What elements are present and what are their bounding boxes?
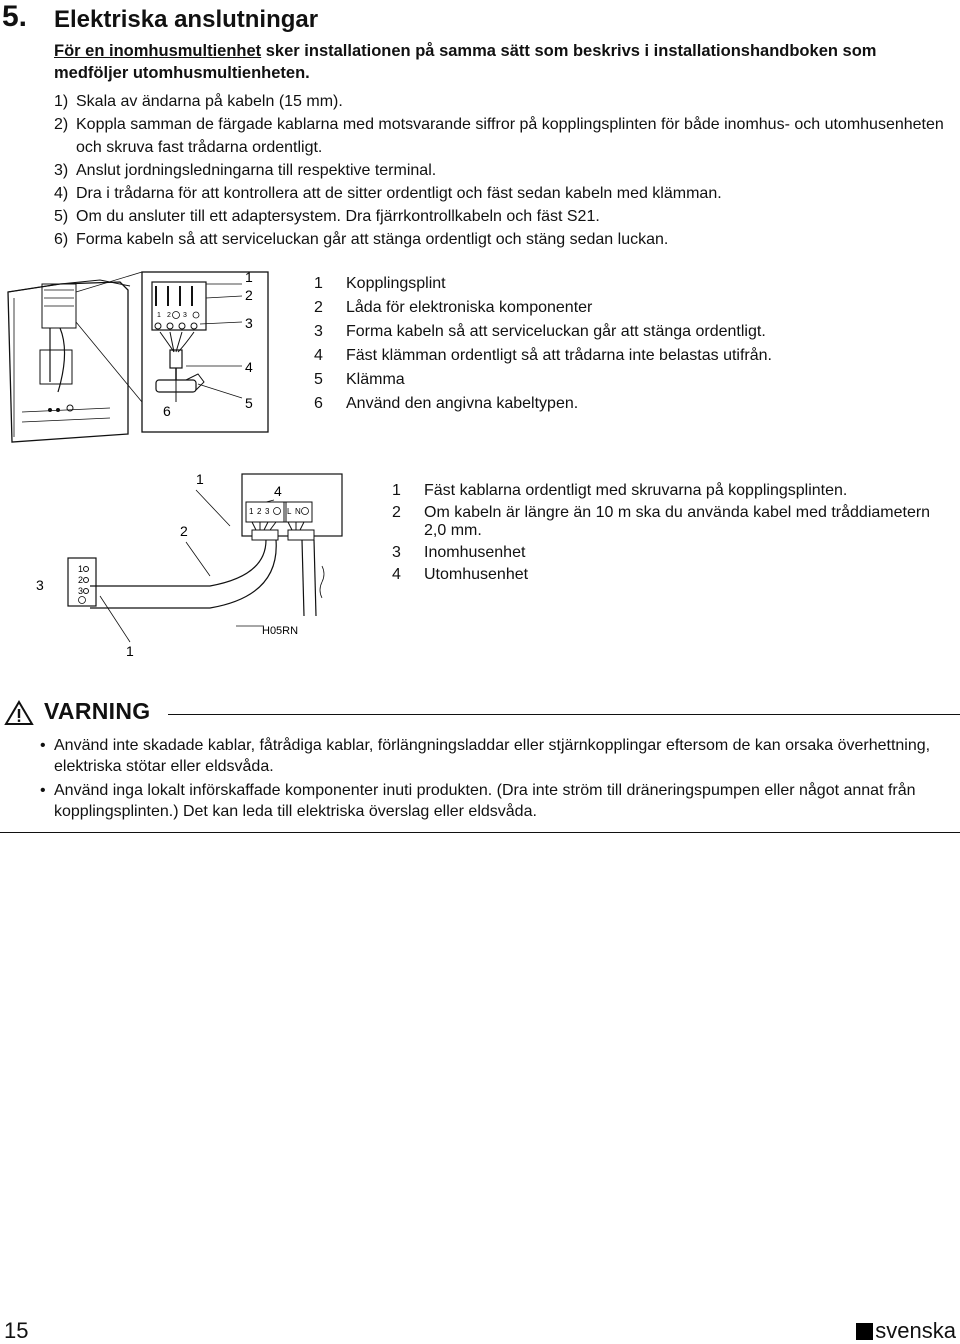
step-text: Skala av ändarna på kabeln (15 mm). xyxy=(76,93,343,110)
legend-item xyxy=(392,566,952,584)
legend-text: Fäst klämman ordentligt så att trådarna inte belastas utifrån. xyxy=(346,347,772,364)
cable-label: H05RN xyxy=(262,625,299,637)
warning-bullet xyxy=(40,780,955,822)
figure1-legend xyxy=(314,275,954,413)
figure1-callout-6: 6 xyxy=(163,403,171,419)
outer-terminal: L xyxy=(287,507,292,516)
figure1-callout-2: 2 xyxy=(245,287,253,303)
figure2-callout-1b: 1 xyxy=(126,643,134,659)
warning-bullet xyxy=(40,735,955,777)
legend-item xyxy=(314,275,954,293)
legend-text: Forma kabeln så att serviceluckan går att stänga ordentligt. xyxy=(346,323,766,340)
legend-text: Om kabeln är längre än 10 m ska du använda kabel med tråddiametern 2,0 mm. xyxy=(424,504,931,539)
figure1-diagram xyxy=(0,262,290,452)
intro-underlined: För en inomhusmultienhet xyxy=(54,42,262,60)
legend-text: Klämma xyxy=(346,371,405,388)
warning-divider xyxy=(168,714,960,715)
figure2-callout-4: 4 xyxy=(274,483,282,499)
warning-title: VARNING xyxy=(44,698,151,724)
step-number: 6) xyxy=(54,231,69,248)
inner-terminal: 1 xyxy=(78,564,84,574)
figure1-callout-5: 5 xyxy=(245,395,253,411)
figure1-callout-1: 1 xyxy=(245,269,253,285)
step-text: Dra i trådarna för att kontrollera att de sitter ordentligt och fäst sedan kabeln med klämman. xyxy=(76,185,722,202)
bullet-dot-icon: • xyxy=(40,782,46,799)
legend-number: 6 xyxy=(314,395,323,412)
warning-bottom-rule xyxy=(0,832,960,833)
figure2-callout-3: 3 xyxy=(36,577,44,593)
figure2-callout-2: 2 xyxy=(180,523,188,539)
legend-number: 3 xyxy=(392,544,401,561)
legend-item xyxy=(314,347,954,365)
figure1-callout-4: 4 xyxy=(245,359,253,375)
step-item xyxy=(54,228,944,251)
legend-text: Fäst kablarna ordentligt med skruvarna på kopplingsplinten. xyxy=(424,482,848,499)
inner-terminal: 3 xyxy=(78,586,84,596)
language-text: svenska xyxy=(875,1318,956,1343)
legend-text: Låda för elektroniska komponenter xyxy=(346,299,593,316)
black-square-icon xyxy=(856,1323,873,1340)
step-item xyxy=(54,182,944,205)
step-text: Koppla samman de färgade kablarna med motsvarande siffror på kopplingsplinten för både inomhus- och utomhusenheten och skruva fast trådarna ordentligt. xyxy=(76,116,944,156)
legend-number: 1 xyxy=(314,275,323,292)
outer-terminal: 2 xyxy=(257,507,262,516)
step-item xyxy=(54,159,944,182)
step-text: Om du ansluter till ett adaptersystem. Dra fjärrkontrollkabeln och fäst S21. xyxy=(76,208,600,225)
step-text: Anslut jordningsledningarna till respektive terminal. xyxy=(76,162,437,179)
language-label xyxy=(856,1318,956,1344)
legend-number: 5 xyxy=(314,371,323,388)
warning-text: Använd inga lokalt införskaffade komponenter inuti produkten. (Dra inte ström till dräneringspumpen eller något annat från kopplingsplinten.) Det kan leda till elektriska överslag eller eldsvåda. xyxy=(54,782,916,820)
steps-list xyxy=(54,90,944,251)
figure2-legend xyxy=(392,482,952,584)
legend-item xyxy=(314,395,954,413)
legend-item xyxy=(314,323,954,341)
legend-item xyxy=(392,482,952,500)
step-number: 3) xyxy=(54,162,69,179)
legend-item xyxy=(314,371,954,389)
legend-text: Inomhusenhet xyxy=(424,544,526,561)
legend-number: 4 xyxy=(392,566,401,583)
legend-text: Kopplingsplint xyxy=(346,275,446,292)
step-item xyxy=(54,113,944,159)
legend-number: 2 xyxy=(314,299,323,316)
terminal-label: 3 xyxy=(183,312,187,319)
warning-text: Använd inte skadade kablar, fåtrådiga kablar, förlängningsladdar eller stjärnkopplingar eftersom de kan orsaka överhettning, elektriska stötar eller eldsvåda. xyxy=(54,737,931,775)
legend-item xyxy=(314,299,954,317)
step-text: Forma kabeln så att serviceluckan går att stänga ordentligt och stäng sedan luckan. xyxy=(76,231,669,248)
legend-item xyxy=(392,504,952,540)
step-number: 5) xyxy=(54,208,69,225)
warning-triangle-icon xyxy=(4,700,34,726)
legend-number: 2 xyxy=(392,504,401,521)
inner-terminal: 2 xyxy=(78,575,84,585)
step-number: 1) xyxy=(54,93,69,110)
legend-number: 1 xyxy=(392,482,401,499)
step-number: 2) xyxy=(54,116,69,133)
legend-number: 4 xyxy=(314,347,323,364)
outer-terminal: 3 xyxy=(265,507,270,516)
intro-paragraph xyxy=(54,40,944,84)
terminal-label: 1 xyxy=(157,312,161,319)
step-item xyxy=(54,205,944,228)
legend-text: Utomhusenhet xyxy=(424,566,529,583)
outer-terminal: N xyxy=(295,507,301,516)
intro-text: sker installationen på samma sätt som beskrivs i installationshandboken som medföljer utomhusmultienheten. xyxy=(54,42,877,82)
outer-terminal: 1 xyxy=(249,507,254,516)
figure2-callout-1: 1 xyxy=(196,471,204,487)
warning-list xyxy=(40,735,955,825)
page-number: 15 xyxy=(4,1318,29,1343)
legend-number: 3 xyxy=(314,323,323,340)
figure2-diagram xyxy=(30,466,350,662)
figure1-callout-3: 3 xyxy=(245,315,253,331)
section-title: Elektriska anslutningar xyxy=(54,6,319,33)
section-number: 5. xyxy=(2,0,28,33)
bullet-dot-icon: • xyxy=(40,737,46,754)
step-number: 4) xyxy=(54,185,69,202)
legend-item xyxy=(392,544,952,562)
terminal-label: 2 xyxy=(167,312,171,319)
legend-text: Använd den angivna kabeltypen. xyxy=(346,395,579,412)
step-item xyxy=(54,90,944,113)
